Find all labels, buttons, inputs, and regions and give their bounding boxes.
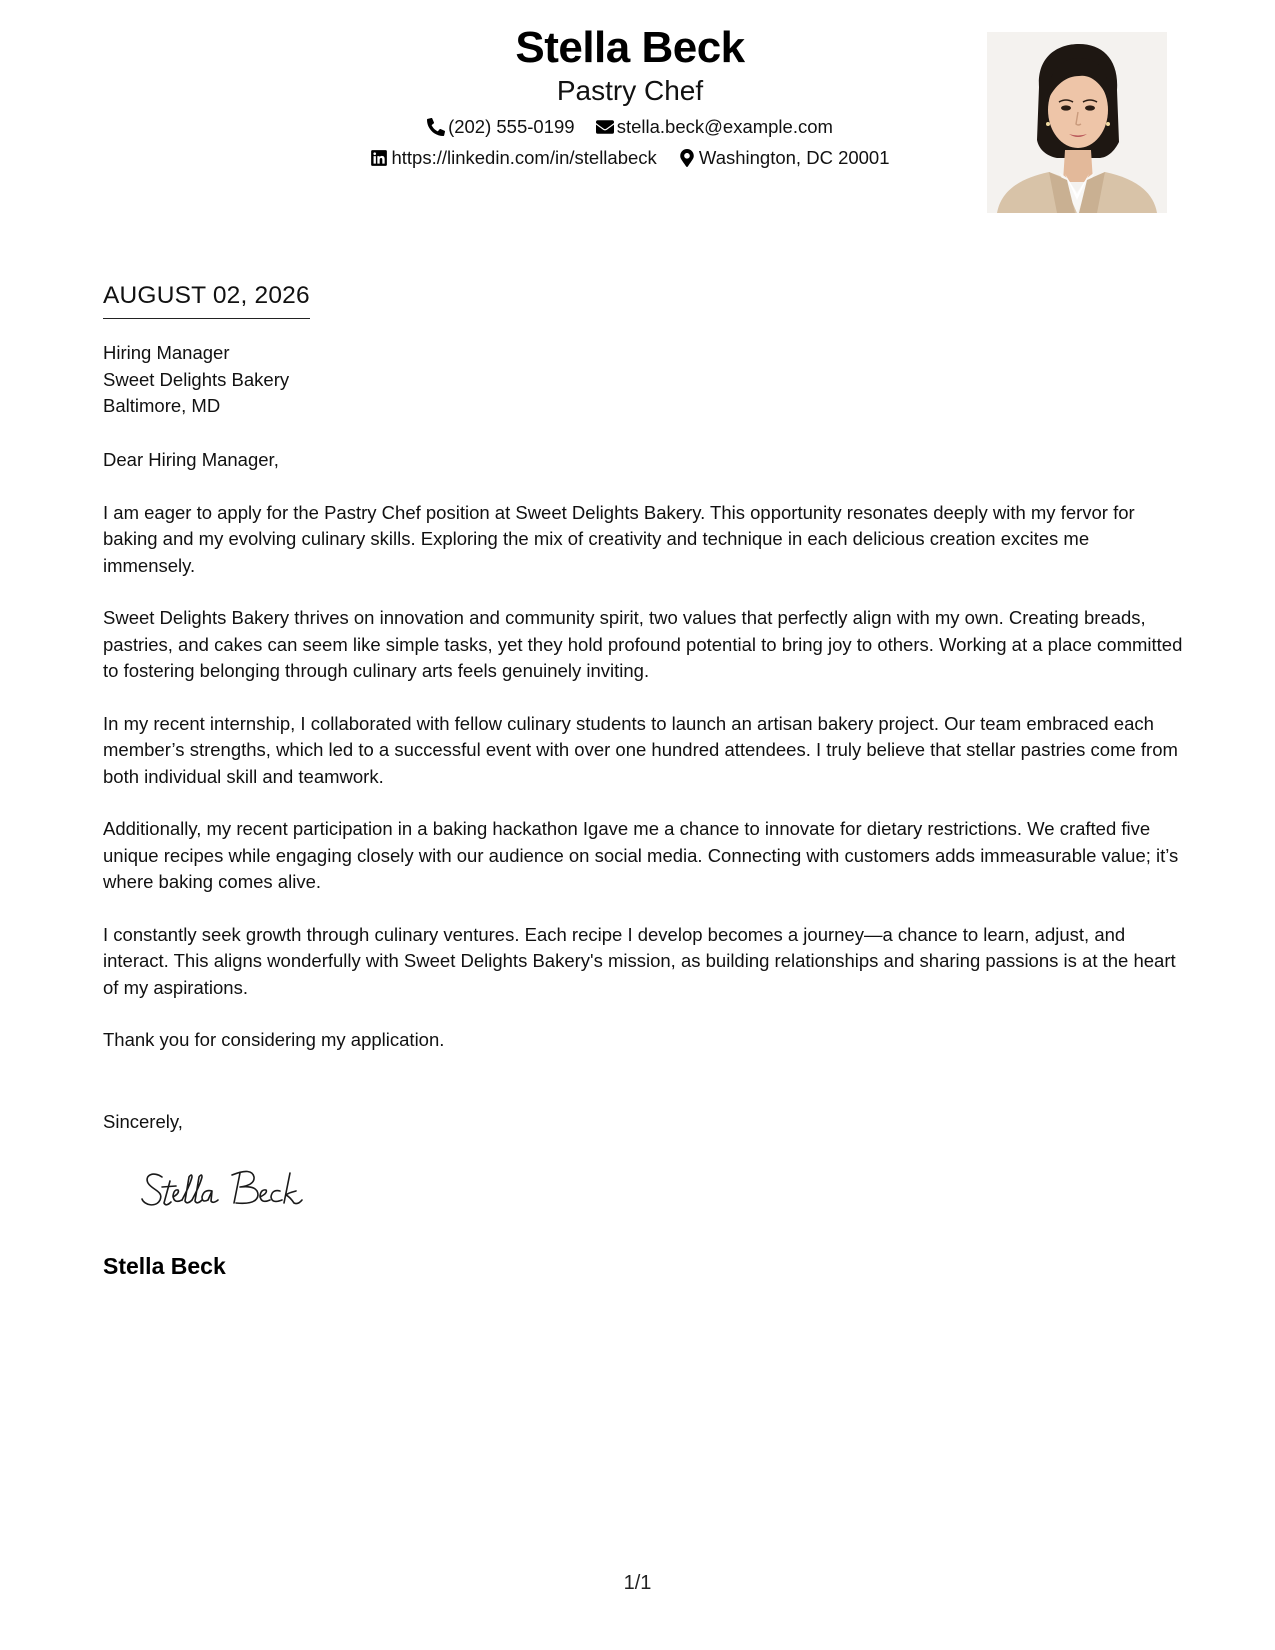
email-text[interactable]: stella.beck@example.com xyxy=(616,116,833,138)
profile-photo xyxy=(987,32,1167,213)
paragraph-1: I am eager to apply for the Pastry Chef position at Sweet Delights Bakery. This opportunity resonates deeply with my fervor for baking and my evolving culinary skills. Exploring the mix of creativity and technique in each delicious creation excites me immensely. xyxy=(103,501,1135,576)
recipient-line-2: Sweet Delights Bakery xyxy=(103,368,290,390)
signer-name: Stella Beck xyxy=(103,1253,226,1279)
paragraph-5: I constantly seek growth through culinary ventures. Each recipe I develop becomes a journey—a chance to learn, adjust, and interact. This aligns wonderfully with Sweet Delights Bakery's mission, as building relationships and sharing passions is at the heart of my aspirations. xyxy=(103,923,1176,998)
portrait-illustration xyxy=(987,32,1167,213)
map-pin-icon xyxy=(678,149,696,167)
envelope-icon xyxy=(596,118,614,136)
phone-icon xyxy=(427,118,445,136)
contact-phone xyxy=(427,115,575,139)
linkedin-text[interactable]: https://linkedin.com/in/stellabeck xyxy=(391,147,657,169)
location-text: Washington, DC 20001 xyxy=(698,147,890,169)
letter-date: AUGUST 02, 2026 xyxy=(103,280,310,319)
contact-location xyxy=(678,146,890,170)
paragraph-2: Sweet Delights Bakery thrives on innovation and community spirit, two values that perfectly align with my own. Creating breads, pastries, and cakes can seem like simple tasks, yet they hold profound potential to bring joy to others. Working at a place committed to fostering belonging through culinary arts feels genuinely inviting. xyxy=(103,607,1183,681)
applicant-title: Pastry Chef xyxy=(556,75,704,106)
applicant-name: Stella Beck xyxy=(515,23,745,72)
greeting: Dear Hiring Manager, xyxy=(103,449,279,470)
recipient-line-3: Baltimore, MD xyxy=(103,395,221,416)
phone-text: (202) 555-0199 xyxy=(448,116,575,138)
contact-row-primary xyxy=(300,114,960,139)
paragraph-6: Thank you for considering my application. xyxy=(103,1029,445,1050)
linkedin-icon xyxy=(370,149,388,167)
letter-header xyxy=(300,22,960,170)
contact-linkedin[interactable] xyxy=(370,146,656,170)
contact-email[interactable] xyxy=(596,115,833,139)
paragraph-3: In my recent internship, I collaborated with fellow culinary students to launch an artisan bakery project. Our team embraced each member’s strengths, which led to a successful event with over one hundred attendees. I truly believe that stellar pastries come from both individual skill and teamwork. xyxy=(103,712,1178,787)
letter-body xyxy=(103,447,1183,1080)
contact-row-secondary xyxy=(300,145,960,170)
handwritten-signature xyxy=(140,1163,330,1213)
recipient-block xyxy=(103,340,289,420)
page-number: 1/1 xyxy=(623,1572,652,1594)
paragraph-4: Additionally, my recent participation in a baking hackathon Igave me a chance to innovate for dietary restrictions. We crafted five unique recipes while engaging closely with our audience on social media. Connecting with customers adds immeasurable value; it’s where baking comes alive. xyxy=(103,818,1179,892)
recipient-line-1: Hiring Manager xyxy=(103,342,230,363)
closing: Sincerely, xyxy=(103,1111,183,1132)
